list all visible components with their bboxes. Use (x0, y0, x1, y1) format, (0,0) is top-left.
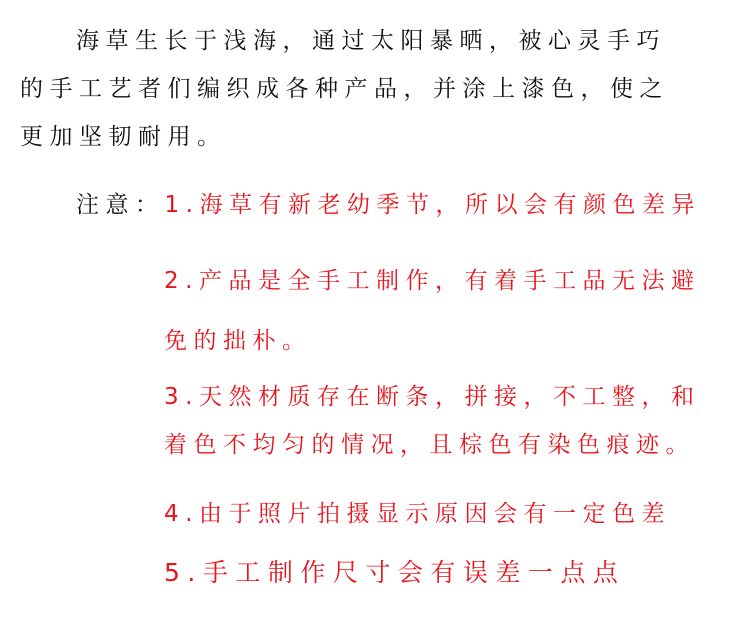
intro-line-3: 更加坚韧耐用。 (20, 124, 227, 150)
notice-label: 注意： (76, 192, 165, 218)
notice-item-3-line-1: 3.天然材质存在断条，拼接，不工整，和 (164, 384, 701, 410)
intro-line-1: 海草生长于浅海，通过太阳暴晒，被心灵手巧 (76, 28, 666, 54)
notice-item-2-line-2: 免的拙朴。 (164, 328, 312, 354)
notice-item-1-text: 1.海草有新老幼季节，所以会有颜色差异 (164, 192, 701, 218)
notice-item-5: 5.手工制作尺寸会有误差一点点 (164, 558, 626, 587)
intro-line-2: 的手工艺者们编织成各种产品，并涂上漆色，使之 (20, 76, 669, 102)
notice-item-1 (76, 194, 701, 217)
notice-item-3-line-2: 着色不均匀的情况，且棕色有染色痕迹。 (164, 432, 695, 458)
notice-item-2-line-1: 2.产品是全手工制作，有着手工品无法避 (164, 268, 701, 294)
notice-item-4: 4.由于照片拍摄显示原因会有一定色差 (164, 501, 671, 527)
